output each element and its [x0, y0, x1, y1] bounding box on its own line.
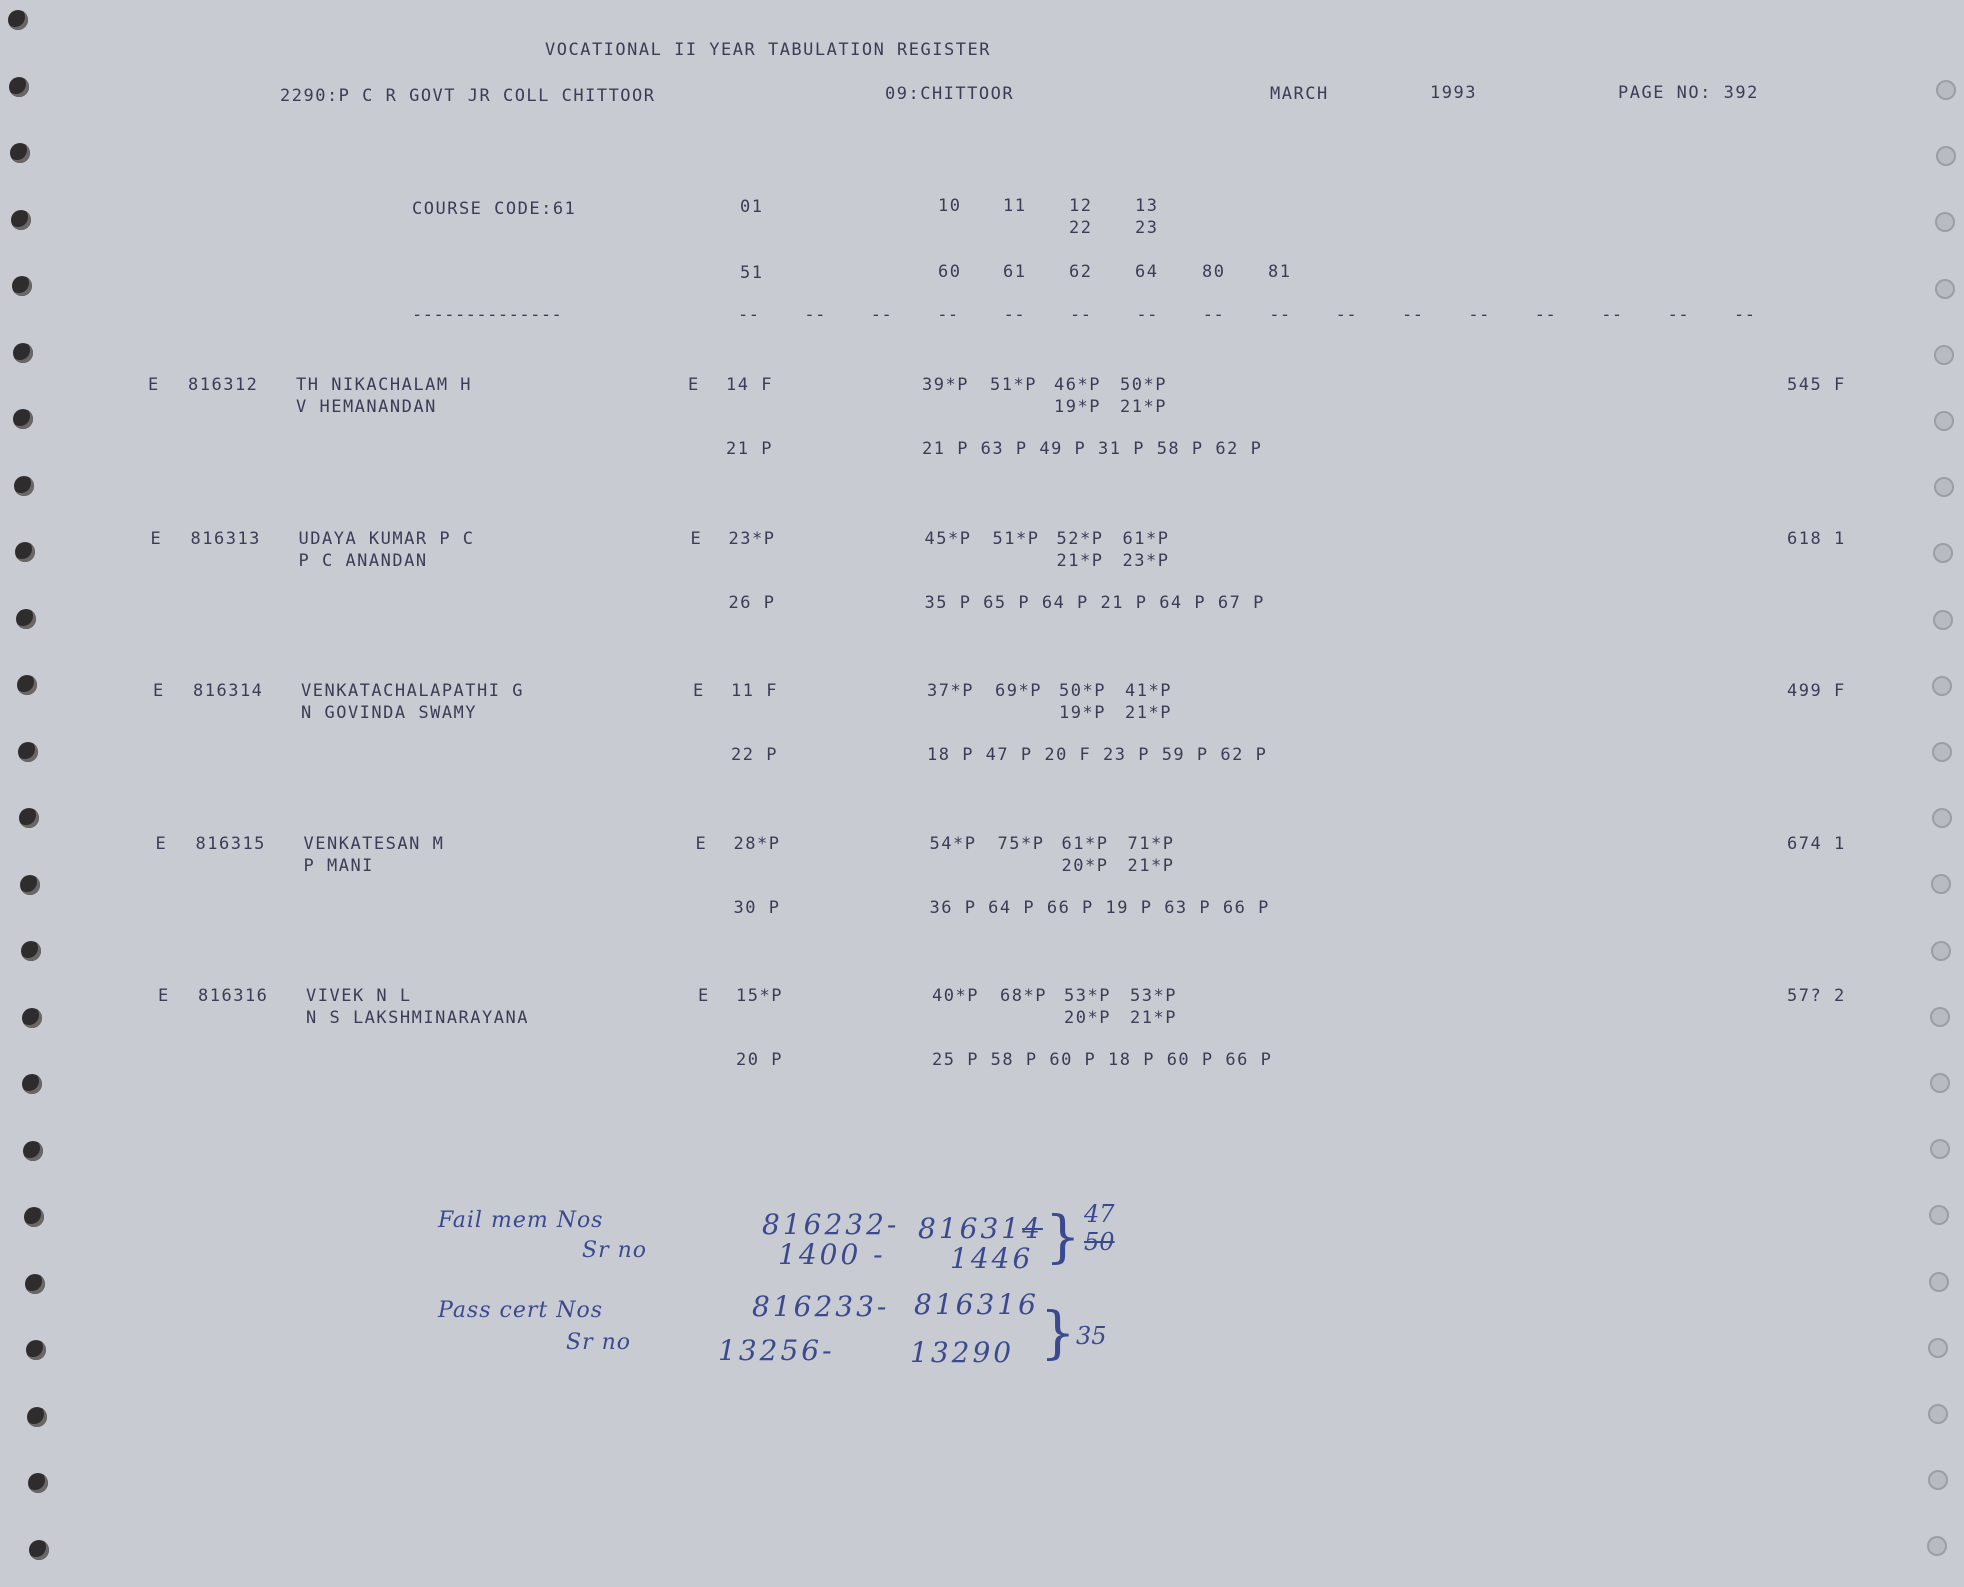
mark-cell: 40*P: [932, 986, 979, 1006]
mark-cell: 61*P: [1061, 834, 1109, 854]
column-dash: --: [1667, 305, 1690, 325]
mark-cell: 61*P: [1122, 529, 1170, 549]
handwritten-range-to: 1446: [950, 1242, 1034, 1275]
tractor-hole: [24, 1207, 44, 1227]
tractor-hole: [1932, 676, 1952, 696]
subject-code: 22: [1069, 218, 1093, 238]
exam-year: 1993: [1430, 83, 1477, 103]
subject-code: 13: [1135, 196, 1159, 216]
student-name: TH NIKACHALAM H: [296, 375, 473, 395]
tractor-hole: [22, 1008, 42, 1028]
tractor-hole: [18, 742, 38, 762]
mark-cell: 53*P: [1064, 986, 1111, 1006]
tractor-hole: [1933, 610, 1953, 630]
tractor-hole: [22, 1074, 42, 1094]
tractor-hole: [12, 276, 32, 296]
tractor-hole: [1930, 1139, 1950, 1159]
tractor-hole: [9, 77, 29, 97]
medium-flag: E: [150, 529, 163, 549]
course-code-label: COURSE CODE:61: [412, 199, 577, 219]
second-year-marks: 25 P 58 P 60 P 18 P 60 P 66 P: [932, 1050, 1273, 1070]
tractor-hole: [23, 1141, 43, 1161]
mark-cell: 50*P: [1120, 375, 1167, 395]
mark-cell: 22 P: [731, 745, 778, 765]
struck-digit: 4: [1022, 1212, 1043, 1245]
handwritten-range-to: 13290: [910, 1336, 1015, 1369]
tractor-hole: [17, 675, 37, 695]
mark-cell: 23*P: [728, 529, 776, 549]
exam-medium: E: [695, 834, 708, 854]
mark-cell: 21*P: [1127, 856, 1175, 876]
tractor-hole: [1932, 742, 1952, 762]
tractor-hole: [1931, 941, 1951, 961]
student-name: VENKATACHALAPATHI G: [301, 681, 524, 701]
column-dash: --: [1734, 305, 1756, 325]
tractor-hole: [1928, 1338, 1948, 1358]
second-year-marks: 21 P 63 P 49 P 31 P 58 P 62 P: [922, 439, 1263, 459]
column-dash: --: [1003, 305, 1026, 325]
exam-medium: E: [688, 375, 700, 395]
exam-medium: E: [698, 986, 710, 1006]
handwritten-label: Fail mem Nos: [438, 1208, 604, 1233]
mark-cell: 30 P: [733, 898, 781, 918]
exam-month: MARCH: [1270, 84, 1329, 104]
mark-cell: 50*P: [1059, 681, 1106, 701]
left-tractor-holes: [2, 0, 42, 1587]
roll-number: 816314: [193, 681, 264, 701]
right-tractor-holes: [1922, 0, 1962, 1587]
mark-cell: 11 F: [731, 681, 778, 701]
mark-cell: 21*P: [1120, 397, 1167, 417]
total-result: 545 F: [1787, 375, 1846, 395]
mark-cell: 45*P: [924, 529, 972, 549]
tractor-hole: [15, 542, 35, 562]
tractor-hole: [8, 10, 28, 30]
tractor-hole: [1932, 808, 1952, 828]
tractor-hole: [10, 143, 30, 163]
student-name: VENKATESAN M: [303, 834, 445, 854]
tractor-hole: [29, 1540, 49, 1560]
tractor-hole: [20, 875, 40, 895]
handwritten-count: 47: [1084, 1200, 1115, 1228]
column-dash: --: [1202, 305, 1225, 325]
parent-name: P MANI: [303, 856, 374, 876]
handwritten-range-to: 816316: [914, 1288, 1039, 1321]
handwritten-label: Sr no: [566, 1330, 631, 1355]
handwritten-label: Pass cert Nos: [438, 1298, 603, 1323]
mark-cell: 46*P: [1054, 375, 1101, 395]
parent-name: N GOVINDA SWAMY: [301, 703, 478, 723]
total-result: 499 F: [1787, 681, 1846, 701]
mark-cell: 15*P: [736, 986, 783, 1006]
mark-cell: 14 F: [726, 375, 773, 395]
tractor-hole: [1935, 212, 1955, 232]
mark-cell: 51*P: [990, 375, 1037, 395]
handwritten-range-from: 13256-: [718, 1334, 835, 1367]
tractor-hole: [1934, 477, 1954, 497]
mark-cell: 23*P: [1122, 551, 1170, 571]
student-name: VIVEK N L: [306, 986, 412, 1006]
district-name: 09:CHITTOOR: [885, 84, 1015, 104]
subject-code: 11: [1003, 196, 1027, 216]
mark-cell: 20 P: [736, 1050, 783, 1070]
tractor-hole: [25, 1274, 45, 1294]
subject-code: 60: [938, 262, 962, 282]
column-dash: --: [1136, 305, 1158, 325]
tractor-hole: [27, 1407, 47, 1427]
tractor-hole: [1934, 345, 1954, 365]
tractor-hole: [1928, 1404, 1948, 1424]
tractor-hole: [21, 941, 41, 961]
total-result: 57? 2: [1787, 986, 1846, 1006]
tractor-hole: [1936, 146, 1956, 166]
exam-medium: E: [693, 681, 705, 701]
roll-number: 816316: [198, 986, 269, 1006]
handwritten-count: 35: [1076, 1322, 1107, 1350]
subject-code: 51: [740, 263, 764, 283]
mark-cell: 75*P: [997, 834, 1045, 854]
roll-number: 816315: [195, 834, 266, 854]
second-year-marks: 35 P 65 P 64 P 21 P 64 P 67 P: [924, 593, 1265, 613]
column-dash: --: [1269, 305, 1291, 325]
total-result: 674 1: [1787, 834, 1846, 854]
mark-cell: 53*P: [1130, 986, 1177, 1006]
college-name: 2290:P C R GOVT JR COLL CHITTOOR: [280, 86, 656, 106]
tractor-hole: [13, 343, 33, 363]
mark-cell: 19*P: [1054, 397, 1101, 417]
medium-flag: E: [158, 986, 170, 1006]
mark-cell: 26 P: [728, 593, 776, 613]
subject-code: 12: [1069, 196, 1093, 216]
mark-cell: 20*P: [1064, 1008, 1111, 1028]
handwritten-count-struck: 50: [1084, 1228, 1115, 1256]
tractor-hole: [1936, 80, 1956, 100]
mark-cell: 69*P: [995, 681, 1042, 701]
mark-cell: 39*P: [922, 375, 969, 395]
mark-cell: 51*P: [992, 529, 1040, 549]
tractor-hole: [28, 1473, 48, 1493]
curly-brace: }: [1045, 1205, 1081, 1270]
column-dash: --: [937, 305, 959, 325]
tractor-hole: [1935, 279, 1955, 299]
mark-cell: 54*P: [929, 834, 977, 854]
handwritten-range-from: 816233-: [752, 1290, 890, 1323]
mark-cell: 37*P: [927, 681, 974, 701]
mark-cell: 21 P: [726, 439, 773, 459]
student-name: UDAYA KUMAR P C: [298, 529, 475, 549]
tractor-hole: [14, 476, 34, 496]
tractor-hole: [1929, 1272, 1949, 1292]
tractor-hole: [1930, 1073, 1950, 1093]
handwritten-label: Sr no: [582, 1238, 647, 1263]
handwritten-range-from: 816232-: [762, 1208, 900, 1241]
column-dash: --: [804, 305, 826, 325]
mark-cell: 41*P: [1125, 681, 1172, 701]
mark-cell: 21*P: [1130, 1008, 1177, 1028]
mark-cell: 68*P: [1000, 986, 1047, 1006]
mark-cell: 20*P: [1061, 856, 1109, 876]
column-dash: --: [1402, 305, 1424, 325]
roll-number: 816313: [190, 529, 261, 549]
medium-flag: E: [153, 681, 165, 701]
page-number: PAGE NO: 392: [1618, 83, 1759, 103]
column-dash: --: [1534, 305, 1557, 325]
tractor-hole: [1928, 1470, 1948, 1490]
subject-code: 80: [1202, 262, 1226, 282]
parent-name: N S LAKSHMINARAYANA: [306, 1008, 529, 1028]
tractor-hole: [13, 409, 33, 429]
tractor-hole: [1930, 1007, 1950, 1027]
parent-name: P C ANANDAN: [298, 551, 428, 571]
subject-code: 61: [1003, 262, 1027, 282]
tractor-hole: [1931, 874, 1951, 894]
exam-medium: E: [690, 529, 703, 549]
tractor-hole: [1933, 543, 1953, 563]
column-dash: --: [738, 305, 760, 325]
mark-cell: 71*P: [1127, 834, 1175, 854]
total-result: 618 1: [1787, 529, 1846, 549]
second-year-marks: 18 P 47 P 20 F 23 P 59 P 62 P: [927, 745, 1268, 765]
tractor-hole: [1934, 411, 1954, 431]
subject-code: 81: [1268, 262, 1292, 282]
curly-brace: }: [1040, 1301, 1076, 1366]
subject-code: 01: [740, 197, 764, 217]
column-dash: --: [1070, 305, 1092, 325]
mark-cell: 28*P: [733, 834, 781, 854]
mark-cell: 21*P: [1056, 551, 1104, 571]
subject-code: 23: [1135, 218, 1159, 238]
roll-number: 816312: [188, 375, 259, 395]
register-title: VOCATIONAL II YEAR TABULATION REGISTER: [545, 40, 991, 60]
medium-flag: E: [148, 375, 160, 395]
column-dash: --: [1335, 305, 1358, 325]
tractor-hole: [19, 808, 39, 828]
tractor-hole: [1927, 1536, 1947, 1556]
handwritten-range-to: 816314: [918, 1212, 1043, 1245]
column-dash: --: [1468, 305, 1490, 325]
second-year-marks: 36 P 64 P 66 P 19 P 63 P 66 P: [929, 898, 1270, 918]
subject-code: 64: [1135, 262, 1159, 282]
course-underline: --------------: [412, 305, 563, 325]
subject-code: 62: [1069, 262, 1093, 282]
tractor-hole: [26, 1340, 46, 1360]
medium-flag: E: [155, 834, 168, 854]
mark-cell: 21*P: [1125, 703, 1172, 723]
column-dash: --: [870, 305, 893, 325]
tractor-hole: [1929, 1205, 1949, 1225]
mark-cell: 52*P: [1056, 529, 1104, 549]
column-dash: --: [1601, 305, 1623, 325]
subject-code: 10: [938, 196, 962, 216]
tractor-hole: [16, 609, 36, 629]
parent-name: V HEMANANDAN: [296, 397, 437, 417]
handwritten-range-from: 1400 -: [778, 1238, 886, 1271]
tractor-hole: [11, 210, 31, 230]
mark-cell: 19*P: [1059, 703, 1106, 723]
